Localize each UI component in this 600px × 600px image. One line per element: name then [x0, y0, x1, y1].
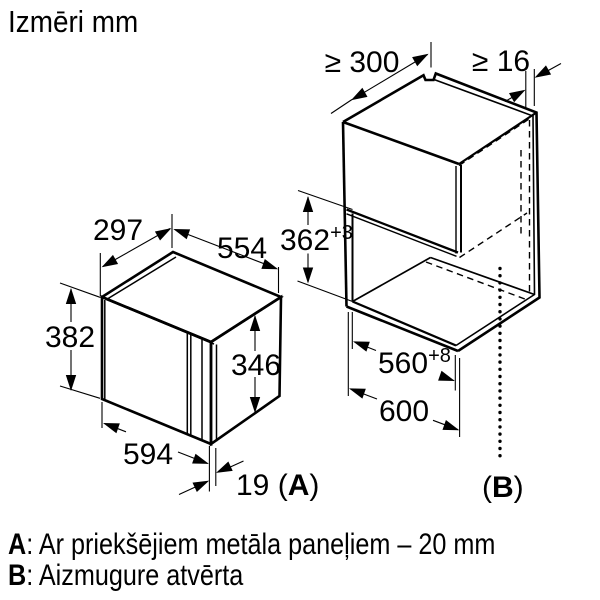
dim-label-door-width: 594 [122, 438, 174, 471]
footnote-a [8, 529, 495, 561]
cabinet-front-top-edge [343, 122, 459, 164]
cabinet-hidden-edges [426, 119, 530, 300]
dim-label-body-width: 554 [216, 232, 268, 265]
dim-label-depth: 297 [92, 214, 144, 247]
back-ref-prefix: ( [482, 471, 492, 504]
dim-label-front-panel [236, 469, 319, 502]
dim-label-body-height: 346 [230, 349, 282, 382]
footnote-b-text: : Aizmugure atvērta [26, 559, 244, 592]
back-ref-suffix: ) [513, 471, 524, 504]
back-open-reference-label [482, 471, 524, 504]
panel-prefix: 19 ( [236, 469, 288, 502]
microwave-door-face [102, 297, 211, 444]
footnote-a-text: : Ar priekšējiem metāla paneļiem – 20 mm [26, 528, 496, 561]
cabinet-inner-edges [434, 80, 535, 346]
back-ref-letter: B [492, 471, 514, 504]
panel-suffix: ) [309, 469, 320, 502]
niche-height-tolerance: +3 [330, 222, 353, 244]
cabinet-front-left-edge [343, 122, 347, 307]
page-title: Izmēri mm [8, 4, 139, 39]
dim-label-min-top-depth: ≥ 300 [324, 46, 400, 79]
footnote-a-letter: A [8, 528, 27, 561]
dim-label-niche-width [378, 345, 451, 380]
niche-width-value: 560 [378, 347, 429, 380]
panel-letter: A [287, 469, 310, 502]
footnote-b [8, 560, 243, 592]
niche-width-tolerance: +8 [428, 345, 451, 367]
microwave-drawing [45, 214, 319, 502]
dim-label-cabinet-width: 600 [378, 395, 430, 428]
dim-label-niche-height [280, 222, 353, 257]
cabinet-top-right-edge [459, 113, 537, 165]
dim-label-door-height: 382 [44, 321, 96, 354]
footnote-b-letter: B [8, 559, 27, 592]
niche-height-value: 362 [280, 224, 331, 257]
cabinet-drawing [280, 42, 561, 504]
dim-label-min-side-thickness: ≥ 16 [471, 45, 531, 78]
